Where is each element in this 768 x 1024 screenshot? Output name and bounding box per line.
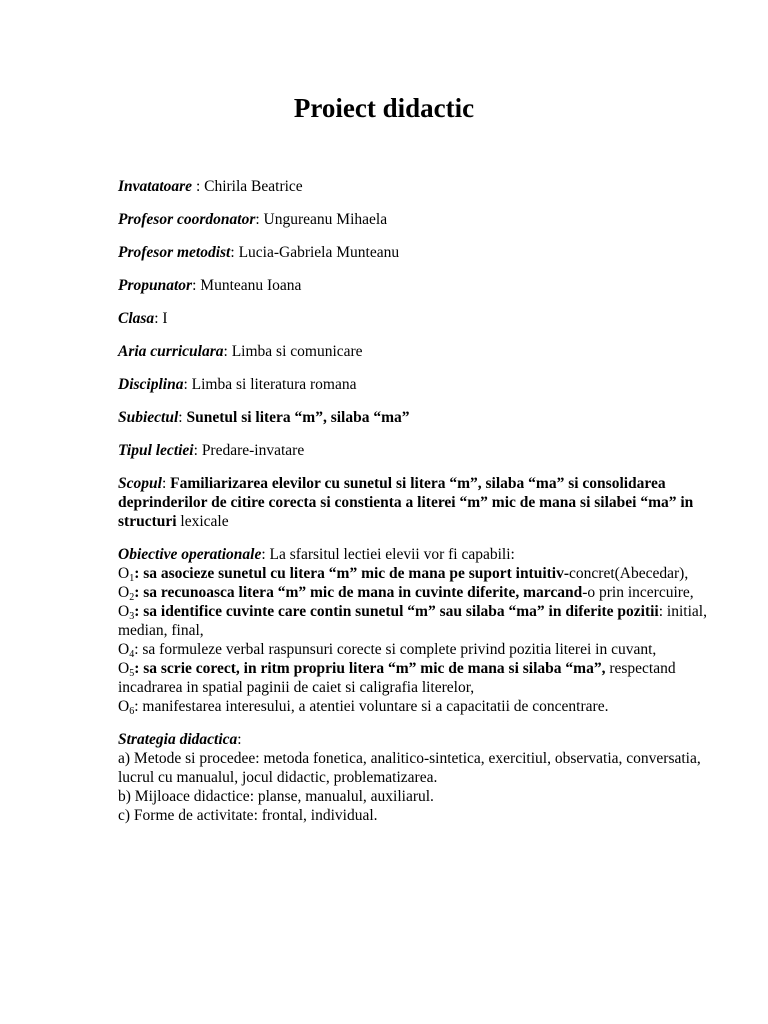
strategy-item: c) Forme de activitate: frontal, individual. — [118, 807, 378, 824]
field-value: Sunetul si litera “m”, silaba “ma” — [186, 409, 410, 426]
objective-item — [118, 697, 718, 716]
objective-prefix: O — [118, 603, 130, 620]
objective-item — [118, 602, 718, 640]
objective-item — [118, 583, 718, 602]
objective-prefix: O — [118, 641, 130, 658]
field-label: Invatatoare — [118, 178, 193, 195]
strategy-label: Strategia didactica — [118, 731, 238, 748]
objective-item — [118, 659, 718, 697]
field-label: Disciplina — [118, 376, 184, 393]
field-sep: : — [255, 211, 264, 228]
field-label: Aria curriculara — [118, 343, 224, 360]
objective-item — [118, 564, 718, 583]
objective-prefix: O — [118, 584, 130, 601]
field-value: Limba si literatura romana — [191, 376, 357, 393]
field-value: Limba si comunicare — [231, 343, 363, 360]
field-label: Profesor metodist — [118, 244, 231, 261]
field-label: Subiectul — [118, 409, 179, 426]
field-row — [118, 177, 718, 196]
field-row — [118, 309, 718, 328]
objective-index: 2 — [129, 592, 135, 603]
field-label: Profesor coordonator — [118, 211, 256, 228]
objective-item — [118, 640, 718, 659]
objective-prefix: O — [118, 698, 130, 715]
field-row — [118, 276, 718, 295]
strategy-item: b) Mijloace didactice: planse, manualul, auxiliarul. — [118, 788, 434, 805]
field-value: Munteanu Ioana — [200, 277, 302, 294]
field-sep: : — [178, 409, 187, 426]
objective-text: concret(Abecedar), — [569, 565, 689, 582]
objective-text: : manifestarea interesului, a atentiei voluntare si a capacitatii de concentrare. — [134, 698, 609, 715]
field-row — [118, 342, 718, 361]
objective-index: 6 — [129, 706, 135, 717]
field-sep: : — [223, 343, 232, 360]
strategy-list — [118, 749, 718, 825]
objective-index: 4 — [129, 649, 135, 660]
field-row — [118, 375, 718, 394]
objective-index: 3 — [129, 611, 135, 622]
objectives-label: Obiective operationale — [118, 546, 262, 563]
objectives-intro: : La sfarsitul lectiei elevii vor fi capabili: — [261, 546, 515, 563]
field-label: Propunator — [118, 277, 193, 294]
objective-bold-text: : sa asocieze sunetul cu litera “m” mic de mana pe suport intuitiv- — [134, 565, 570, 582]
field-value: Lucia-Gabriela Munteanu — [238, 244, 400, 261]
objective-prefix: O — [118, 565, 130, 582]
strategy-section — [118, 730, 718, 825]
scopul-label: Scopul — [118, 475, 162, 492]
objective-text: : initial, median, final, — [118, 603, 707, 639]
field-value: Predare-invatare — [201, 442, 305, 459]
objective-bold-text: : sa recunoasca litera “m” mic de mana in cuvinte diferite, marcand — [134, 584, 583, 601]
field-value: Ungureanu Mihaela — [263, 211, 388, 228]
field-list — [118, 177, 718, 460]
field-value: I — [162, 310, 168, 327]
strategy-heading — [118, 730, 718, 749]
document-body — [118, 177, 718, 839]
objective-prefix: O — [118, 660, 130, 677]
strategy-item: a) Metode si procedee: metoda fonetica, analitico-sintetica, exercitiul, observatia, conversatia, lucrul cu manualul, jocul didactic, problematizarea. — [118, 750, 701, 786]
field-label: Clasa — [118, 310, 155, 327]
field-row — [118, 243, 718, 262]
page-title: Proiect didactic — [293, 93, 475, 123]
scopul-sep: : — [161, 475, 171, 492]
field-row — [118, 441, 718, 460]
field-label: Tipul lectiei — [118, 442, 194, 459]
objective-index: 5 — [129, 668, 135, 679]
objective-text: -o prin incercuire, — [582, 584, 694, 601]
field-sep: : — [183, 376, 192, 393]
field-sep: : — [192, 178, 205, 195]
objective-index: 1 — [129, 573, 135, 584]
strategy-sep: : — [237, 731, 242, 748]
scopul-bold-text: Familiarizarea elevilor cu sunetul si litera “m”, silaba “ma” si consolidarea deprinderilor de citire corecta si constienta a literei “m” mic de mana si silabei “ma” in structuri — [118, 475, 694, 530]
field-sep: : — [230, 244, 239, 261]
objectives-list — [118, 564, 718, 716]
field-sep: : — [154, 310, 163, 327]
field-value: Chirila Beatrice — [204, 178, 303, 195]
objectives-section — [118, 545, 718, 716]
objective-bold-text: : sa scrie corect, in ritm propriu litera “m” mic de mana si silaba “ma”, — [134, 660, 606, 677]
objective-text: respectand incadrarea in spatial paginii de caiet si caligrafia literelor, — [118, 660, 676, 696]
field-sep: : — [193, 442, 202, 459]
scopul-section — [118, 474, 718, 531]
field-row — [118, 408, 718, 427]
field-row — [118, 210, 718, 229]
scopul-plain-text: lexicale — [176, 513, 229, 530]
objectives-heading — [118, 545, 718, 564]
objective-text: : sa formuleze verbal raspunsuri corecte si complete privind pozitia literei in cuvant, — [134, 641, 657, 658]
objective-bold-text: : sa identifice cuvinte care contin sunetul “m” sau silaba “ma” in diferite pozitii — [134, 603, 659, 620]
field-sep: : — [192, 277, 201, 294]
